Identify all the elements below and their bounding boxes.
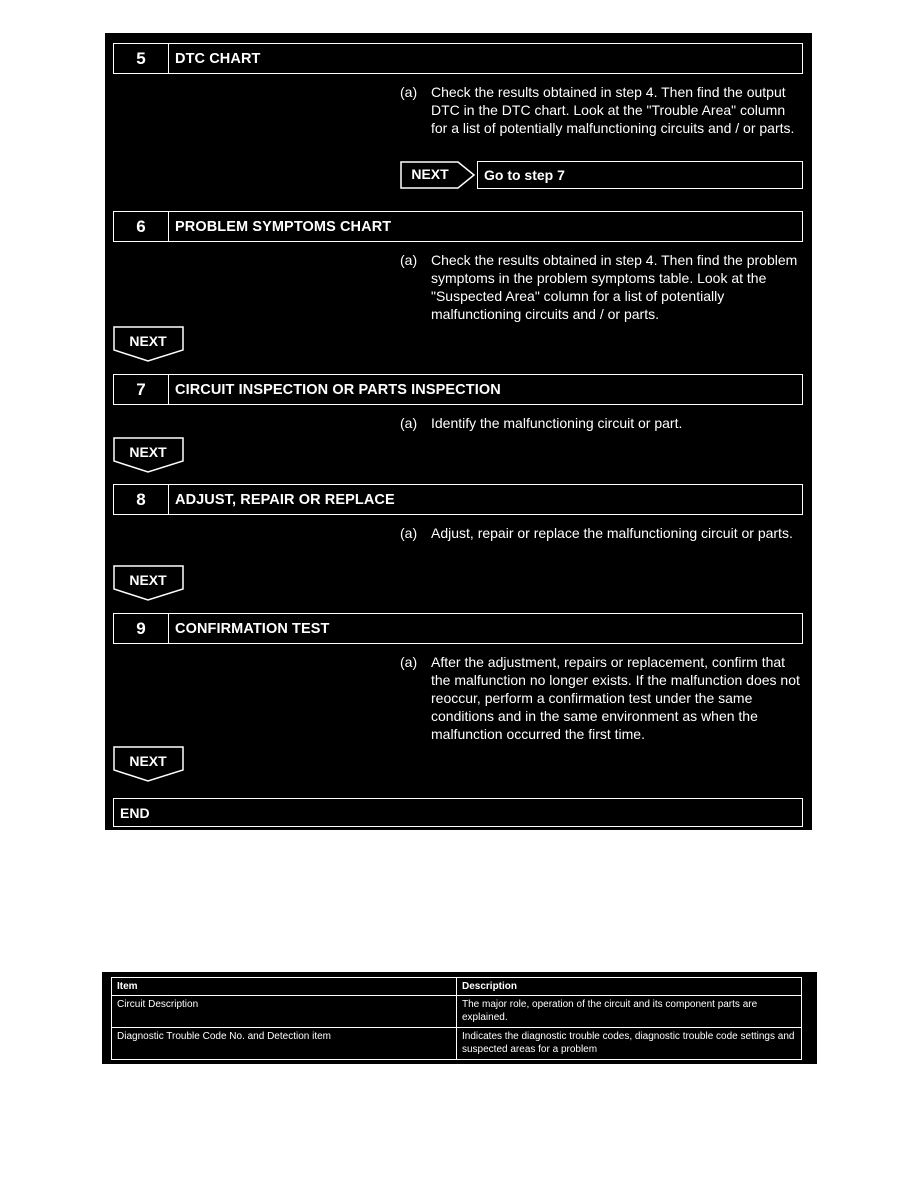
step-5-header bbox=[113, 43, 803, 74]
step-number: 7 bbox=[114, 375, 169, 404]
step-9-header bbox=[113, 613, 803, 644]
table-cell: Circuit Description bbox=[112, 996, 457, 1028]
next-label: NEXT bbox=[129, 333, 167, 349]
step-title: ADJUST, REPAIR OR REPLACE bbox=[175, 491, 395, 508]
step-title: DTC CHART bbox=[175, 50, 261, 67]
next-label: NEXT bbox=[129, 753, 167, 769]
next-arrow-inline bbox=[400, 161, 476, 189]
instruction-text: Identify the malfunctioning circuit or part. bbox=[431, 415, 683, 431]
goto-step-box: Go to step 7 bbox=[477, 161, 803, 189]
step-title: CONFIRMATION TEST bbox=[175, 620, 330, 637]
table-cell: Diagnostic Trouble Code No. and Detection item bbox=[112, 1028, 457, 1060]
instruction-label: (a) bbox=[400, 415, 418, 431]
next-arrow-8 bbox=[113, 565, 185, 601]
table-cell: Indicates the diagnostic trouble codes, diagnostic trouble code settings and suspected areas for a problem bbox=[457, 1028, 802, 1060]
step-5-instruction bbox=[400, 83, 805, 137]
end-box: END bbox=[113, 798, 803, 827]
step-9-instruction bbox=[400, 653, 805, 743]
step-number: 8 bbox=[114, 485, 169, 514]
step-number: 9 bbox=[114, 614, 169, 643]
instruction-text: After the adjustment, repairs or replacement, confirm that the malfunction no longer exists. If the malfunction does not reoccur, perform a confirmation test under the same conditions and in the same environment as when the malfunction occurred the first time. bbox=[431, 654, 800, 742]
step-6-instruction bbox=[400, 251, 805, 323]
next-arrow-9 bbox=[113, 746, 185, 782]
step-number: 5 bbox=[114, 44, 169, 73]
step-8-header bbox=[113, 484, 803, 515]
next-label: NEXT bbox=[129, 444, 167, 460]
step-8-instruction bbox=[400, 524, 805, 542]
instruction-label: (a) bbox=[400, 84, 418, 100]
step-number: 6 bbox=[114, 212, 169, 241]
column-header-item: Item bbox=[112, 978, 457, 996]
info-table-panel bbox=[102, 972, 817, 1064]
table-cell: The major role, operation of the circuit and its component parts are explained. bbox=[457, 996, 802, 1028]
step-6-header bbox=[113, 211, 803, 242]
instruction-label: (a) bbox=[400, 654, 418, 670]
next-label: NEXT bbox=[411, 166, 449, 182]
info-table bbox=[111, 977, 802, 1060]
flowchart-panel bbox=[105, 33, 812, 830]
table-row bbox=[112, 996, 802, 1028]
next-arrow-7 bbox=[113, 437, 185, 473]
instruction-text: Check the results obtained in step 4. Then find the problem symptoms in the problem symptoms table. Look at the "Suspected Area" column for a list of potentially malfunctioning circuits and / or parts. bbox=[431, 252, 798, 322]
next-label: NEXT bbox=[129, 572, 167, 588]
instruction-label: (a) bbox=[400, 252, 418, 268]
table-header-row bbox=[112, 978, 802, 996]
next-arrow-6 bbox=[113, 326, 185, 362]
instruction-text: Check the results obtained in step 4. Then find the output DTC in the DTC chart. Look at the "Trouble Area" column for a list of potentially malfunctioning circuits and / or parts. bbox=[431, 84, 795, 136]
instruction-text: Adjust, repair or replace the malfunctioning circuit or parts. bbox=[431, 525, 793, 541]
step-7-header bbox=[113, 374, 803, 405]
step-7-instruction bbox=[400, 414, 805, 432]
table-row bbox=[112, 1028, 802, 1060]
step-title: CIRCUIT INSPECTION OR PARTS INSPECTION bbox=[175, 381, 501, 398]
column-header-description: Description bbox=[457, 978, 802, 996]
instruction-label: (a) bbox=[400, 525, 418, 541]
step-title: PROBLEM SYMPTOMS CHART bbox=[175, 218, 392, 235]
